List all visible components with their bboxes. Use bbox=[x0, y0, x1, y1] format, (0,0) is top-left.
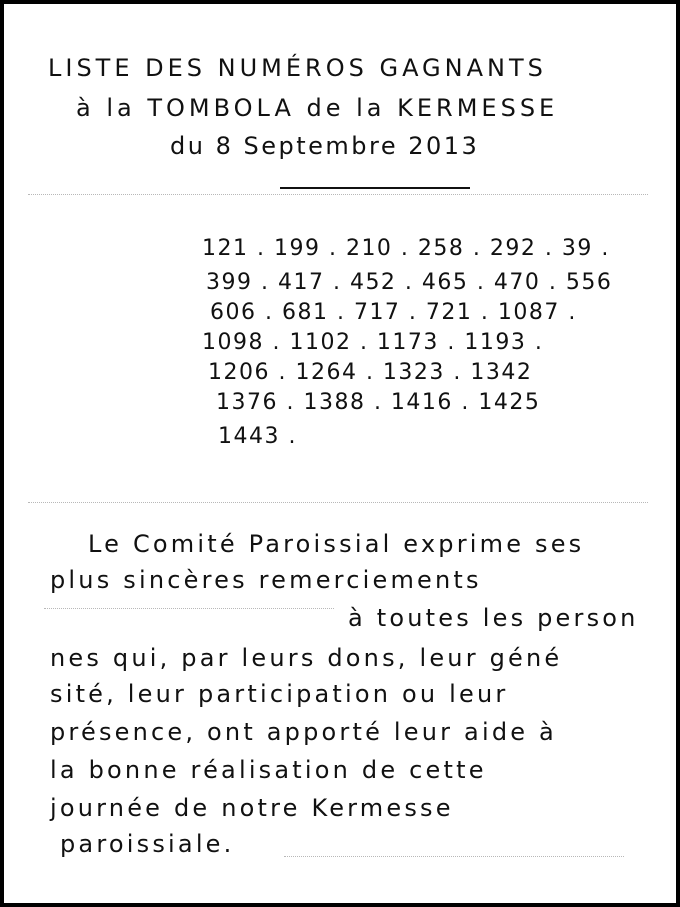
message-line-2: plus sincères remerciements bbox=[50, 566, 482, 594]
message-line-7: la bonne réalisation de cette bbox=[50, 756, 487, 784]
guide-line bbox=[28, 194, 648, 195]
title-line-1: LISTE DES NUMÉROS GAGNANTS bbox=[48, 54, 547, 82]
guide-line bbox=[28, 502, 648, 503]
numbers-line-7: 1443 . bbox=[218, 424, 297, 449]
numbers-line-6: 1376 . 1388 . 1416 . 1425 bbox=[216, 390, 541, 415]
guide-line bbox=[284, 856, 624, 857]
message-line-3: à toutes les person bbox=[348, 604, 639, 632]
message-line-4: nes qui, par leurs dons, leur géné bbox=[50, 644, 563, 672]
message-line-5: sité, leur participation ou leur bbox=[50, 680, 509, 708]
title-line-2: à la TOMBOLA de la KERMESSE bbox=[76, 94, 559, 122]
title-underline bbox=[280, 187, 470, 189]
numbers-line-1: 121 . 199 . 210 . 258 . 292 . 39 . bbox=[202, 236, 610, 261]
numbers-line-2: 399 . 417 . 452 . 465 . 470 . 556 bbox=[206, 270, 613, 295]
numbers-line-3: 606 . 681 . 717 . 721 . 1087 . bbox=[210, 300, 577, 325]
message-line-1: Le Comité Paroissial exprime ses bbox=[88, 530, 585, 558]
message-line-8: journée de notre Kermesse bbox=[50, 794, 454, 822]
numbers-line-4: 1098 . 1102 . 1173 . 1193 . bbox=[202, 330, 544, 355]
message-line-6: présence, ont apporté leur aide à bbox=[50, 718, 557, 746]
message-line-9: paroissiale. bbox=[60, 830, 235, 858]
guide-line bbox=[44, 608, 334, 609]
numbers-line-5: 1206 . 1264 . 1323 . 1342 bbox=[208, 360, 533, 385]
title-line-3: du 8 Septembre 2013 bbox=[170, 132, 480, 160]
